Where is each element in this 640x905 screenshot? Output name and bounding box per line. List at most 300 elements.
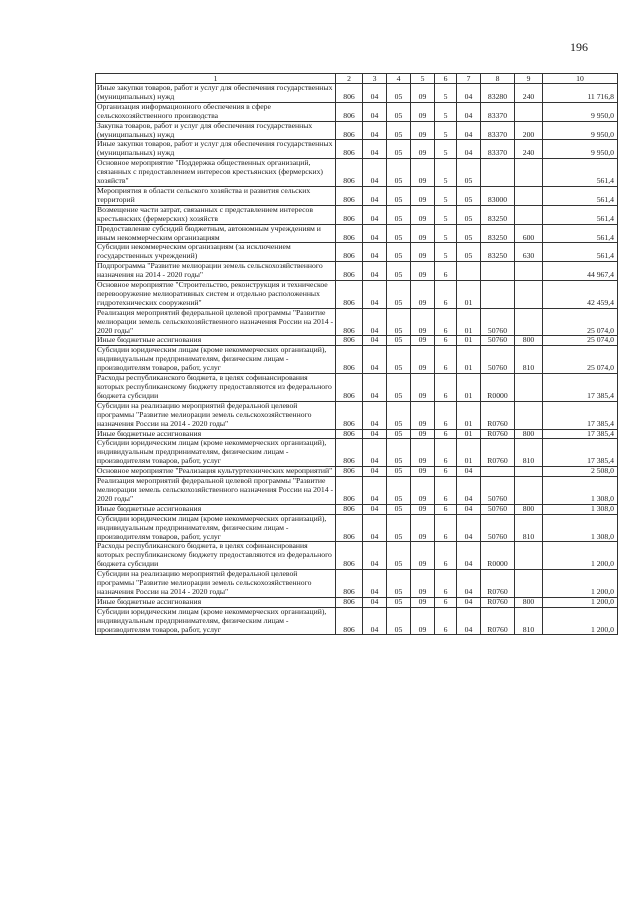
amount-cell: 1 200,0 — [543, 542, 618, 570]
code-cell-3: 04 — [363, 224, 387, 243]
header-cell: 9 — [515, 74, 543, 84]
code-cell-8: 83250 — [481, 205, 515, 224]
code-cell-6: 6 — [435, 514, 457, 542]
code-cell-5: 09 — [411, 374, 435, 402]
code-cell-8: 50760 — [481, 346, 515, 374]
item-name-cell: Субсидии на реализацию мероприятий федеральной целевой программы "Развитие мелиорации земель сельскохозяйственного назначения России на 2014 - 2020 годы" — [96, 570, 336, 598]
code-cell-5: 09 — [411, 186, 435, 205]
table-row — [96, 477, 618, 505]
code-cell-9 — [515, 401, 543, 429]
code-cell-5: 09 — [411, 514, 435, 542]
code-cell-8: 50760 — [481, 336, 515, 346]
code-cell-7: 04 — [457, 102, 481, 121]
amount-cell: 561,4 — [543, 159, 618, 187]
code-cell-3: 04 — [363, 84, 387, 103]
code-cell-8: R0760 — [481, 439, 515, 467]
code-cell-7: 04 — [457, 467, 481, 477]
code-cell-3: 04 — [363, 262, 387, 281]
table-row — [96, 243, 618, 262]
code-cell-6: 6 — [435, 308, 457, 336]
table-row — [96, 224, 618, 243]
code-cell-7: 01 — [457, 401, 481, 429]
page-number: 196 — [570, 40, 588, 54]
item-name-cell: Реализация мероприятий федеральной целевой программы "Развитие мелиорации земель сельскохозяйственного назначения России на 2014 - 2020 годы" — [96, 477, 336, 505]
code-cell-2: 806 — [336, 467, 363, 477]
code-cell-4: 05 — [387, 281, 411, 309]
code-cell-4: 05 — [387, 504, 411, 514]
code-cell-5: 09 — [411, 607, 435, 635]
item-name-cell: Субсидии юридическим лицам (кроме некоммерческих организаций), индивидуальным предпринимателям, физическим лицам - производителям товаров, работ, услуг — [96, 514, 336, 542]
code-cell-2: 806 — [336, 121, 363, 140]
code-cell-8: R0760 — [481, 597, 515, 607]
table-row — [96, 570, 618, 598]
code-cell-3: 04 — [363, 607, 387, 635]
code-cell-3: 04 — [363, 429, 387, 439]
code-cell-8: 50760 — [481, 308, 515, 336]
item-name-cell: Предоставление субсидий бюджетным, автономным учреждениям и иным некоммерческим организациям — [96, 224, 336, 243]
code-cell-7: 04 — [457, 570, 481, 598]
code-cell-4: 05 — [387, 121, 411, 140]
code-cell-4: 05 — [387, 467, 411, 477]
code-cell-6: 6 — [435, 262, 457, 281]
code-cell-9 — [515, 159, 543, 187]
code-cell-3: 04 — [363, 570, 387, 598]
code-cell-2: 806 — [336, 140, 363, 159]
code-cell-8: 83250 — [481, 243, 515, 262]
code-cell-7: 04 — [457, 514, 481, 542]
code-cell-4: 05 — [387, 597, 411, 607]
item-name-cell: Субсидии некоммерческим организациям (за исключением государственных учреждений) — [96, 243, 336, 262]
code-cell-5: 09 — [411, 205, 435, 224]
code-cell-7: 05 — [457, 243, 481, 262]
header-cell: 1 — [96, 74, 336, 84]
code-cell-4: 05 — [387, 542, 411, 570]
code-cell-9 — [515, 281, 543, 309]
code-cell-7: 01 — [457, 308, 481, 336]
code-cell-5: 09 — [411, 281, 435, 309]
amount-cell: 25 074,0 — [543, 336, 618, 346]
code-cell-3: 04 — [363, 477, 387, 505]
code-cell-6: 5 — [435, 186, 457, 205]
code-cell-2: 806 — [336, 262, 363, 281]
code-cell-7: 01 — [457, 336, 481, 346]
code-cell-5: 09 — [411, 308, 435, 336]
code-cell-9 — [515, 542, 543, 570]
amount-cell: 561,4 — [543, 205, 618, 224]
table-row — [96, 429, 618, 439]
code-cell-9: 600 — [515, 224, 543, 243]
amount-cell: 1 200,0 — [543, 607, 618, 635]
code-cell-3: 04 — [363, 346, 387, 374]
code-cell-9: 800 — [515, 597, 543, 607]
code-cell-6: 6 — [435, 281, 457, 309]
item-name-cell: Субсидии на реализацию мероприятий федеральной целевой программы "Развитие мелиорации земель сельскохозяйственного назначения России на 2014 - 2020 годы" — [96, 401, 336, 429]
code-cell-4: 05 — [387, 159, 411, 187]
code-cell-9 — [515, 477, 543, 505]
code-cell-2: 806 — [336, 205, 363, 224]
code-cell-5: 09 — [411, 570, 435, 598]
item-name-cell: Организация информационного обеспечения в сфере сельскохозяйственного производства — [96, 102, 336, 121]
code-cell-9: 800 — [515, 504, 543, 514]
code-cell-7: 05 — [457, 186, 481, 205]
table-row — [96, 281, 618, 309]
code-cell-2: 806 — [336, 159, 363, 187]
code-cell-7: 01 — [457, 374, 481, 402]
amount-cell: 561,4 — [543, 186, 618, 205]
code-cell-6: 6 — [435, 504, 457, 514]
budget-table — [95, 73, 618, 635]
code-cell-3: 04 — [363, 205, 387, 224]
amount-cell: 17 385,4 — [543, 439, 618, 467]
code-cell-7: 01 — [457, 439, 481, 467]
table-row — [96, 542, 618, 570]
code-cell-9: 810 — [515, 439, 543, 467]
amount-cell: 561,4 — [543, 243, 618, 262]
code-cell-2: 806 — [336, 281, 363, 309]
amount-cell: 1 200,0 — [543, 597, 618, 607]
code-cell-2: 806 — [336, 186, 363, 205]
table-row — [96, 504, 618, 514]
amount-cell: 1 308,0 — [543, 504, 618, 514]
item-name-cell: Иные бюджетные ассигнования — [96, 597, 336, 607]
code-cell-3: 04 — [363, 140, 387, 159]
code-cell-7: 01 — [457, 429, 481, 439]
code-cell-3: 04 — [363, 401, 387, 429]
code-cell-4: 05 — [387, 346, 411, 374]
amount-cell: 25 074,0 — [543, 308, 618, 336]
item-name-cell: Расходы республиканского бюджета, в целях софинансирования которых республиканскому бюджету предоставляются из федерального бюджета субсидии — [96, 542, 336, 570]
code-cell-5: 09 — [411, 243, 435, 262]
item-name-cell: Возмещение части затрат, связанных с представлением интересов крестьянских (фермерских) хозяйств — [96, 205, 336, 224]
code-cell-4: 05 — [387, 102, 411, 121]
code-cell-2: 806 — [336, 401, 363, 429]
item-name-cell: Подпрограмма "Развитие мелиорации земель сельскохозяйственного назначения на 2014 - 2020 годы" — [96, 262, 336, 281]
code-cell-4: 05 — [387, 224, 411, 243]
code-cell-4: 05 — [387, 477, 411, 505]
code-cell-2: 806 — [336, 84, 363, 103]
code-cell-9: 810 — [515, 346, 543, 374]
code-cell-6: 5 — [435, 243, 457, 262]
code-cell-9: 810 — [515, 607, 543, 635]
code-cell-3: 04 — [363, 121, 387, 140]
code-cell-5: 09 — [411, 262, 435, 281]
amount-cell: 17 385,4 — [543, 401, 618, 429]
code-cell-5: 09 — [411, 121, 435, 140]
item-name-cell: Субсидии юридическим лицам (кроме некоммерческих организаций), индивидуальным предпринимателям, физическим лицам - производителям товаров, работ, услуг — [96, 607, 336, 635]
code-cell-9: 200 — [515, 121, 543, 140]
code-cell-9 — [515, 570, 543, 598]
amount-cell: 9 950,0 — [543, 102, 618, 121]
code-cell-6: 6 — [435, 346, 457, 374]
code-cell-7: 04 — [457, 607, 481, 635]
amount-cell: 11 716,8 — [543, 84, 618, 103]
code-cell-3: 04 — [363, 186, 387, 205]
code-cell-4: 05 — [387, 262, 411, 281]
code-cell-5: 09 — [411, 429, 435, 439]
code-cell-5: 09 — [411, 467, 435, 477]
code-cell-9 — [515, 374, 543, 402]
code-cell-8: 50760 — [481, 504, 515, 514]
code-cell-2: 806 — [336, 597, 363, 607]
table-row — [96, 308, 618, 336]
table-row — [96, 374, 618, 402]
code-cell-9: 800 — [515, 336, 543, 346]
table-row — [96, 159, 618, 187]
code-cell-7: 04 — [457, 140, 481, 159]
code-cell-8 — [481, 159, 515, 187]
code-cell-8: R0760 — [481, 429, 515, 439]
code-cell-4: 05 — [387, 374, 411, 402]
code-cell-2: 806 — [336, 346, 363, 374]
code-cell-2: 806 — [336, 570, 363, 598]
code-cell-6: 6 — [435, 570, 457, 598]
table-row — [96, 121, 618, 140]
table-row — [96, 84, 618, 103]
code-cell-9 — [515, 262, 543, 281]
code-cell-6: 6 — [435, 467, 457, 477]
code-cell-4: 05 — [387, 607, 411, 635]
code-cell-5: 09 — [411, 346, 435, 374]
code-cell-8 — [481, 467, 515, 477]
code-cell-8: 83370 — [481, 102, 515, 121]
code-cell-5: 09 — [411, 159, 435, 187]
code-cell-9 — [515, 102, 543, 121]
code-cell-4: 05 — [387, 336, 411, 346]
code-cell-3: 04 — [363, 159, 387, 187]
code-cell-6: 5 — [435, 84, 457, 103]
code-cell-9: 800 — [515, 429, 543, 439]
item-name-cell: Мероприятия в области сельского хозяйства и развития сельских территорий — [96, 186, 336, 205]
code-cell-6: 5 — [435, 159, 457, 187]
table-row — [96, 102, 618, 121]
table-row — [96, 336, 618, 346]
amount-cell: 17 385,4 — [543, 429, 618, 439]
code-cell-8: 83000 — [481, 186, 515, 205]
code-cell-2: 806 — [336, 102, 363, 121]
code-cell-5: 09 — [411, 140, 435, 159]
code-cell-4: 05 — [387, 439, 411, 467]
table-body — [96, 84, 618, 635]
code-cell-5: 09 — [411, 401, 435, 429]
code-cell-4: 05 — [387, 514, 411, 542]
item-name-cell: Закупка товаров, работ и услуг для обеспечения государственных (муниципальных) нужд — [96, 121, 336, 140]
amount-cell: 42 459,4 — [543, 281, 618, 309]
code-cell-3: 04 — [363, 514, 387, 542]
header-cell: 7 — [457, 74, 481, 84]
code-cell-6: 6 — [435, 477, 457, 505]
header-cell: 8 — [481, 74, 515, 84]
code-cell-7: 05 — [457, 159, 481, 187]
code-cell-4: 05 — [387, 84, 411, 103]
item-name-cell: Субсидии юридическим лицам (кроме некоммерческих организаций), индивидуальным предпринимателям, физическим лицам - производителям товаров, работ, услуг — [96, 439, 336, 467]
code-cell-4: 05 — [387, 186, 411, 205]
code-cell-3: 04 — [363, 102, 387, 121]
code-cell-4: 05 — [387, 205, 411, 224]
code-cell-2: 806 — [336, 224, 363, 243]
code-cell-5: 09 — [411, 542, 435, 570]
header-cell: 4 — [387, 74, 411, 84]
code-cell-5: 09 — [411, 336, 435, 346]
code-cell-6: 5 — [435, 140, 457, 159]
code-cell-3: 04 — [363, 597, 387, 607]
code-cell-9: 810 — [515, 514, 543, 542]
code-cell-4: 05 — [387, 243, 411, 262]
code-cell-8 — [481, 281, 515, 309]
amount-cell: 17 385,4 — [543, 374, 618, 402]
code-cell-3: 04 — [363, 243, 387, 262]
code-cell-8: 83370 — [481, 121, 515, 140]
code-cell-5: 09 — [411, 477, 435, 505]
table-row — [96, 467, 618, 477]
code-cell-3: 04 — [363, 374, 387, 402]
code-cell-6: 5 — [435, 224, 457, 243]
code-cell-7: 01 — [457, 281, 481, 309]
amount-cell: 44 967,4 — [543, 262, 618, 281]
table-row — [96, 607, 618, 635]
code-cell-2: 806 — [336, 542, 363, 570]
code-cell-5: 09 — [411, 597, 435, 607]
code-cell-2: 806 — [336, 429, 363, 439]
item-name-cell: Основное мероприятие "Поддержка общественных организаций, связанных с предоставлением интересов крестьянских (фермерских) хозяйств" — [96, 159, 336, 187]
amount-cell: 2 508,0 — [543, 467, 618, 477]
header-row — [96, 74, 618, 84]
code-cell-8: R0000 — [481, 374, 515, 402]
code-cell-5: 09 — [411, 439, 435, 467]
code-cell-4: 05 — [387, 308, 411, 336]
code-cell-6: 6 — [435, 374, 457, 402]
code-cell-2: 806 — [336, 243, 363, 262]
item-name-cell: Иные закупки товаров, работ и услуг для обеспечения государственных (муниципальных) нужд — [96, 84, 336, 103]
code-cell-9 — [515, 308, 543, 336]
code-cell-8: 50760 — [481, 514, 515, 542]
amount-cell: 1 200,0 — [543, 570, 618, 598]
code-cell-2: 806 — [336, 336, 363, 346]
code-cell-4: 05 — [387, 401, 411, 429]
code-cell-9 — [515, 467, 543, 477]
item-name-cell: Иные бюджетные ассигнования — [96, 336, 336, 346]
code-cell-7: 04 — [457, 504, 481, 514]
code-cell-6: 5 — [435, 102, 457, 121]
code-cell-7: 04 — [457, 477, 481, 505]
code-cell-6: 6 — [435, 542, 457, 570]
code-cell-6: 6 — [435, 401, 457, 429]
code-cell-5: 09 — [411, 224, 435, 243]
table-row — [96, 262, 618, 281]
table-row — [96, 346, 618, 374]
code-cell-2: 806 — [336, 504, 363, 514]
code-cell-8: R0760 — [481, 401, 515, 429]
code-cell-7: 04 — [457, 597, 481, 607]
code-cell-3: 04 — [363, 439, 387, 467]
item-name-cell: Реализация мероприятий федеральной целевой программы "Развитие мелиорации земель сельскохозяйственного назначения России на 2014 - 2020 годы" — [96, 308, 336, 336]
table-row — [96, 205, 618, 224]
code-cell-8: R0760 — [481, 607, 515, 635]
header-cell: 3 — [363, 74, 387, 84]
table-row — [96, 186, 618, 205]
code-cell-7: 04 — [457, 84, 481, 103]
code-cell-6: 6 — [435, 597, 457, 607]
table-row — [96, 597, 618, 607]
amount-cell: 1 308,0 — [543, 477, 618, 505]
code-cell-7: 04 — [457, 121, 481, 140]
code-cell-9: 240 — [515, 140, 543, 159]
code-cell-7: 05 — [457, 205, 481, 224]
code-cell-7 — [457, 262, 481, 281]
code-cell-2: 806 — [336, 308, 363, 336]
code-cell-6: 5 — [435, 121, 457, 140]
code-cell-5: 09 — [411, 84, 435, 103]
amount-cell: 9 950,0 — [543, 140, 618, 159]
code-cell-8: 83280 — [481, 84, 515, 103]
code-cell-3: 04 — [363, 308, 387, 336]
code-cell-9: 240 — [515, 84, 543, 103]
item-name-cell: Основное мероприятие "Строительство, реконструкция и техническое перевооружение мелиоративных систем и отдельно расположенных гидротехнических сооружений" — [96, 281, 336, 309]
code-cell-3: 04 — [363, 467, 387, 477]
code-cell-7: 04 — [457, 542, 481, 570]
code-cell-3: 04 — [363, 504, 387, 514]
code-cell-8 — [481, 262, 515, 281]
item-name-cell: Основное мероприятие "Реализация культуртехнических мероприятий" — [96, 467, 336, 477]
table-row — [96, 439, 618, 467]
code-cell-5: 09 — [411, 102, 435, 121]
code-cell-8: R0760 — [481, 570, 515, 598]
header-cell: 6 — [435, 74, 457, 84]
code-cell-2: 806 — [336, 607, 363, 635]
code-cell-4: 05 — [387, 570, 411, 598]
item-name-cell: Субсидии юридическим лицам (кроме некоммерческих организаций), индивидуальным предпринимателям, физическим лицам - производителям товаров, работ, услуг — [96, 346, 336, 374]
code-cell-8: 50760 — [481, 477, 515, 505]
table-row — [96, 514, 618, 542]
code-cell-9 — [515, 205, 543, 224]
item-name-cell: Иные бюджетные ассигнования — [96, 504, 336, 514]
amount-cell: 1 308,0 — [543, 514, 618, 542]
code-cell-6: 6 — [435, 429, 457, 439]
code-cell-7: 05 — [457, 224, 481, 243]
code-cell-6: 6 — [435, 439, 457, 467]
amount-cell: 561,4 — [543, 224, 618, 243]
code-cell-6: 6 — [435, 336, 457, 346]
code-cell-8: R0000 — [481, 542, 515, 570]
code-cell-2: 806 — [336, 374, 363, 402]
header-cell: 2 — [336, 74, 363, 84]
code-cell-2: 806 — [336, 477, 363, 505]
table-row — [96, 140, 618, 159]
header-cell: 5 — [411, 74, 435, 84]
code-cell-2: 806 — [336, 514, 363, 542]
code-cell-7: 01 — [457, 346, 481, 374]
table-row — [96, 401, 618, 429]
amount-cell: 25 074,0 — [543, 346, 618, 374]
code-cell-9 — [515, 186, 543, 205]
code-cell-3: 04 — [363, 542, 387, 570]
header-cell: 10 — [543, 74, 618, 84]
code-cell-3: 04 — [363, 281, 387, 309]
code-cell-4: 05 — [387, 429, 411, 439]
code-cell-5: 09 — [411, 504, 435, 514]
item-name-cell: Иные бюджетные ассигнования — [96, 429, 336, 439]
amount-cell: 9 950,0 — [543, 121, 618, 140]
code-cell-2: 806 — [336, 439, 363, 467]
code-cell-4: 05 — [387, 140, 411, 159]
item-name-cell: Расходы республиканского бюджета, в целях софинансирования которых республиканскому бюджету предоставляются из федерального бюджета субсидии — [96, 374, 336, 402]
code-cell-3: 04 — [363, 336, 387, 346]
item-name-cell: Иные закупки товаров, работ и услуг для обеспечения государственных (муниципальных) нужд — [96, 140, 336, 159]
code-cell-9: 630 — [515, 243, 543, 262]
code-cell-8: 83370 — [481, 140, 515, 159]
code-cell-6: 6 — [435, 607, 457, 635]
code-cell-8: 83250 — [481, 224, 515, 243]
code-cell-6: 5 — [435, 205, 457, 224]
